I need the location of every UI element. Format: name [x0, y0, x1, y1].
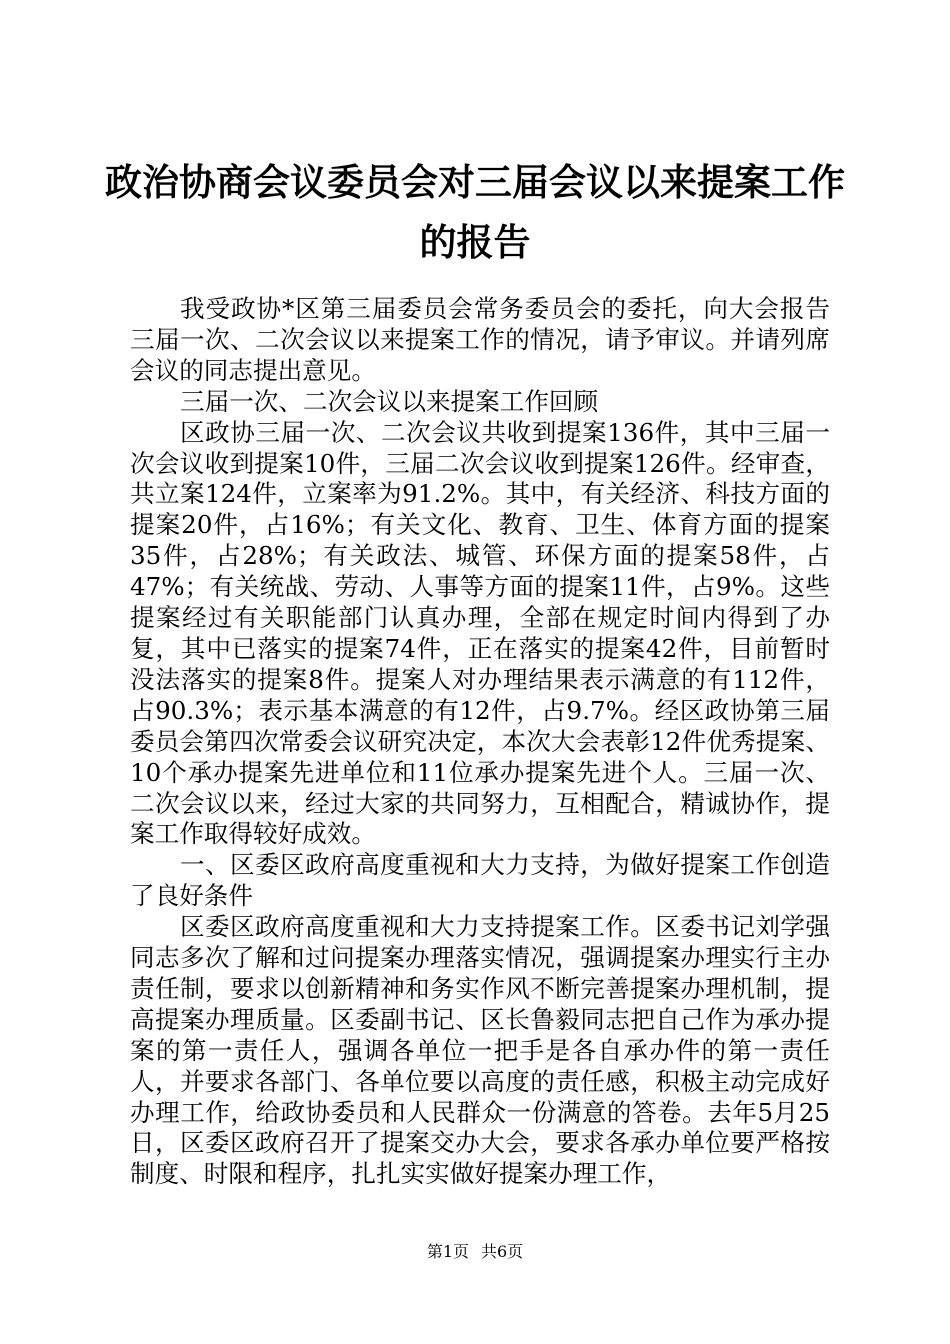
document-title-line-1: 政治协商会议委员会对三届会议以来提案工作	[105, 161, 845, 204]
document-body	[130, 294, 830, 1190]
page-number: 第1页	[426, 1242, 469, 1261]
paragraph-intro: 我受政协*区第三届委员会常务委员会的委托，向大会报告三届一次、二次会议以来提案工作的情况，请予审议。并请列席会议的同志提出意见。	[130, 294, 830, 385]
paragraph-support: 区委区政府高度重视和大力支持提案工作。区委书记刘学强同志多次了解和过问提案办理落实情况，强调提案办理实行主办责任制，要求以创新精神和务实作风不断完善提案办理机制，提高提案办理质量。区委副书记、区长鲁毅同志把自己作为承办提案的第一责任人，强调各单位一把手是各自承办件的第一责任人，并要求各部门、各单位要以高度的责任感，积极主动完成好办理工作，给政协委员和人民群众一份满意的答卷。去年5月25日，区委区政府召开了提案交办大会，要求各承办单位要严格按制度、时限和程序，扎扎实实做好提案办理工作，	[130, 912, 830, 1189]
section-heading-one: 一、区委区政府高度重视和大力支持，为做好提案工作创造了良好条件	[130, 850, 830, 911]
paragraph-statistics: 区政协三届一次、二次会议共收到提案136件，其中三届一次会议收到提案10件，三届二次会议收到提案126件。经审查，共立案124件，立案率为91.2%。其中，有关经济、科技方面的提案20件，占16%；有关文化、教育、卫生、体育方面的提案35件，占28%；有关政法、城管、环保方面的提案58件，占47%；有关统战、劳动、人事等方面的提案11件，占9%。这些提案经过有关职能部门认真办理，全部在规定时间内得到了办复，其中已落实的提案74件，正在落实的提案42件，目前暂时没法落实的提案8件。提案人对办理结果表示满意的有112件，占90.3%；表示基本满意的有12件，占9.7%。经区政协第三届委员会第四次常委会议研究决定，本次大会表彰12件优秀提案、10个承办提案先进单位和11位承办提案先进个人。三届一次、二次会议以来，经过大家的共同努力，互相配合，精诚协作，提案工作取得较好成效。	[130, 417, 830, 849]
section-heading-review: 三届一次、二次会议以来提案工作回顾	[180, 386, 599, 416]
document-title-line-2: 的报告	[419, 221, 531, 264]
page-total: 共6页	[481, 1242, 524, 1261]
page-footer	[0, 1242, 950, 1262]
